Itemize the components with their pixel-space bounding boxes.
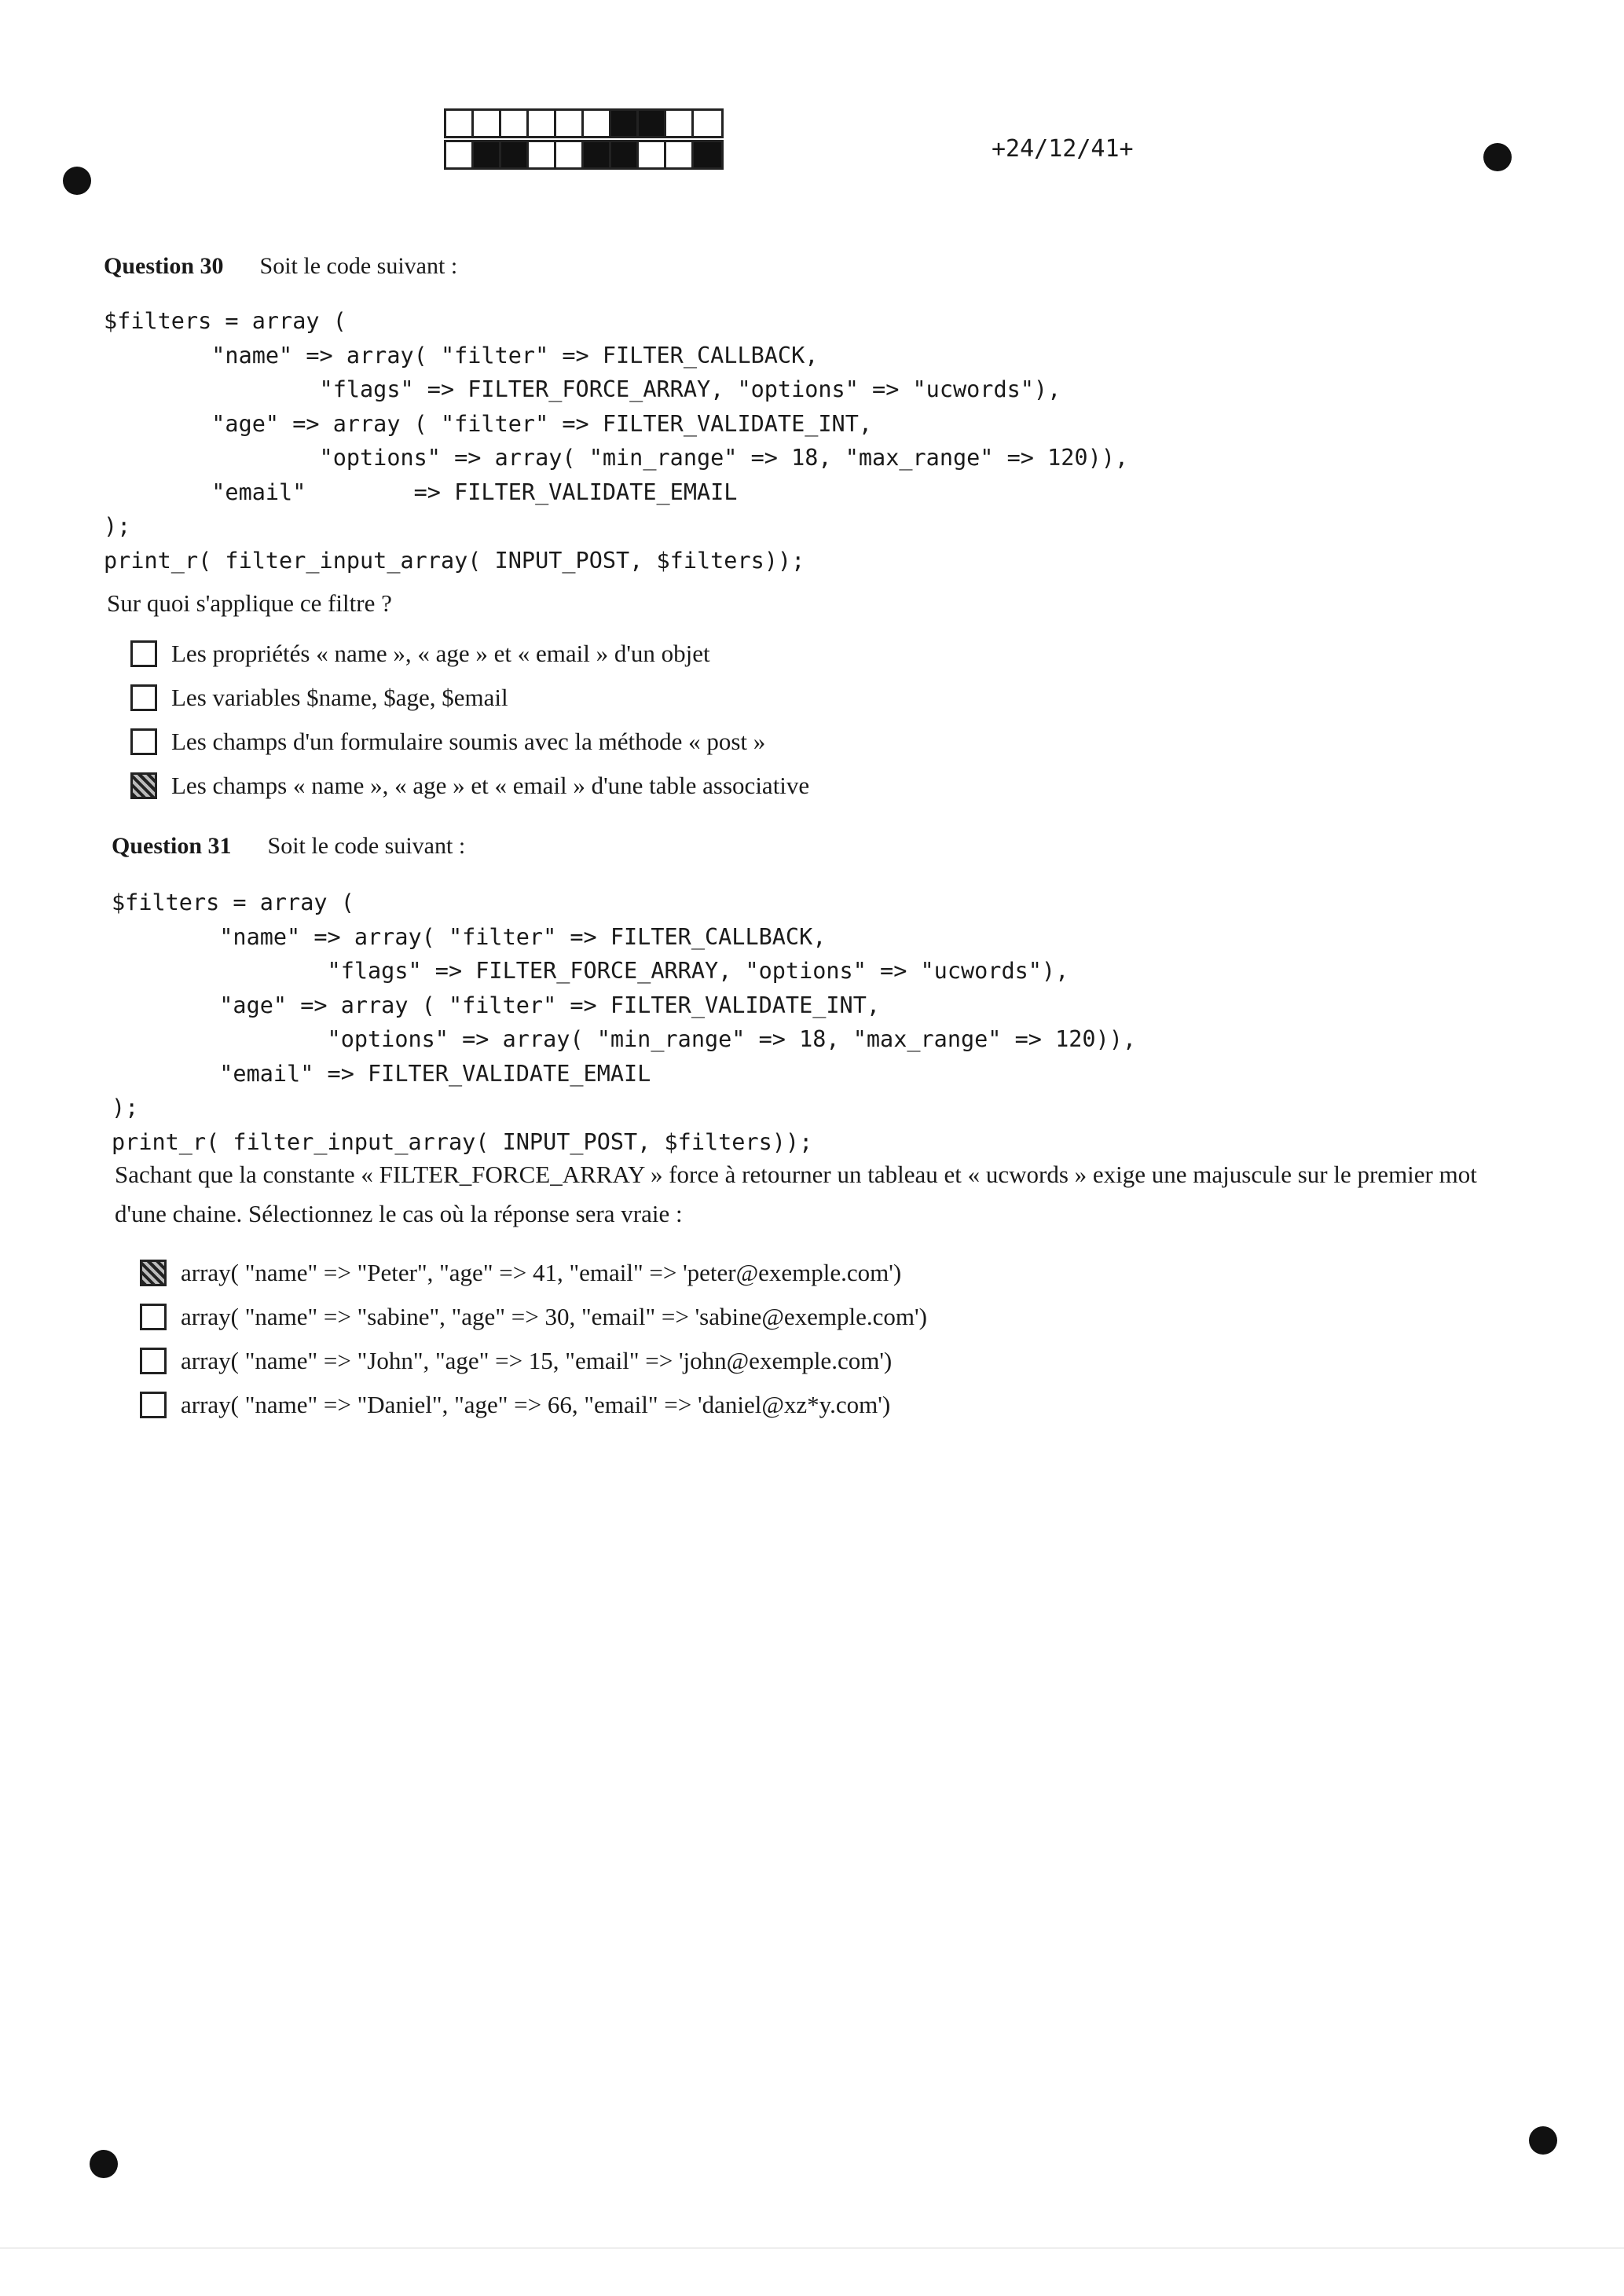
grid-cell <box>666 111 694 136</box>
answer-options <box>140 1251 927 1427</box>
answer-checkbox[interactable] <box>140 1392 167 1418</box>
question-prompt: Sachant que la constante « FILTER_FORCE_ARRAY » force à retourner un tableau et « ucwords » exige une majuscule sur le premier mot d'une chaine. Sélectionnez le cas où la réponse sera vraie : <box>115 1161 1477 1227</box>
answer-option[interactable] <box>130 764 809 808</box>
question-prompt: Sur quoi s'applique ce filtre ? <box>107 589 392 617</box>
grid-cell <box>694 111 721 136</box>
answer-label: Les champs « name », « age » et « email » d'une table associative <box>171 772 810 799</box>
page-bottom-edge <box>0 2247 1624 2249</box>
registration-mark-top-left <box>63 167 91 195</box>
id-grid-row-1 <box>444 108 724 138</box>
answer-option[interactable] <box>130 632 809 676</box>
answer-label: Les variables $name, $age, $email <box>171 684 508 711</box>
grid-cell <box>501 111 529 136</box>
grid-cell <box>446 111 474 136</box>
answer-option[interactable] <box>140 1295 927 1339</box>
question-30-header <box>104 253 457 280</box>
answer-checkbox[interactable] <box>130 684 157 711</box>
answer-option[interactable] <box>140 1251 927 1295</box>
grid-cell <box>474 111 501 136</box>
question-number: Question 30 <box>104 253 224 279</box>
registration-mark-top-right <box>1483 143 1512 171</box>
answer-checkbox[interactable] <box>130 640 157 667</box>
answer-label: Les propriétés « name », « age » et « email » d'un objet <box>171 640 710 667</box>
grid-cell <box>584 142 611 167</box>
grid-cell <box>529 142 556 167</box>
grid-cell <box>694 142 721 167</box>
grid-cell <box>639 142 666 167</box>
registration-mark-bottom-right <box>1529 2126 1557 2155</box>
code-block: $filters = array ( "name" => array( "filter" => FILTER_CALLBACK, "flags" => FILTER_FORCE_ARRAY, "options" => "ucwords"), "age" => array ( "filter" => FILTER_VALIDATE_INT, "options" => array( "min_range" => 18, "max_range" => 120)), "email" => FILTER_VALIDATE_EMAIL ); print_r( filter_input_array( INPUT_POST, $filters)); <box>104 308 1129 574</box>
grid-cell <box>529 111 556 136</box>
answer-label: array( "name" => "John", "age" => 15, "email" => 'john@exemple.com') <box>181 1347 893 1374</box>
question-intro: Soit le code suivant : <box>267 833 466 859</box>
registration-mark-bottom-left <box>90 2150 118 2178</box>
answer-checkbox[interactable] <box>140 1348 167 1374</box>
grid-cell <box>446 142 474 167</box>
answer-checkbox[interactable] <box>140 1304 167 1330</box>
answer-checkbox[interactable] <box>130 728 157 755</box>
answer-label: array( "name" => "Daniel", "age" => 66, "email" => 'daniel@xz*y.com') <box>181 1391 891 1418</box>
answer-checkbox[interactable] <box>140 1260 167 1286</box>
grid-cell <box>584 111 611 136</box>
answer-label: array( "name" => "Peter", "age" => 41, "email" => 'peter@exemple.com') <box>181 1259 902 1286</box>
question-intro: Soit le code suivant : <box>259 253 458 279</box>
grid-cell <box>666 142 694 167</box>
grid-cell <box>611 142 639 167</box>
answer-label: array( "name" => "sabine", "age" => 30, "email" => 'sabine@exemple.com') <box>181 1303 927 1330</box>
answer-option[interactable] <box>130 720 809 764</box>
answer-option[interactable] <box>140 1339 927 1383</box>
answer-checkbox[interactable] <box>130 772 157 799</box>
page-code: +24/12/41+ <box>992 135 1134 163</box>
grid-cell <box>611 111 639 136</box>
question-number: Question 31 <box>112 833 232 859</box>
code-block: $filters = array ( "name" => array( "filter" => FILTER_CALLBACK, "flags" => FILTER_FORCE_ARRAY, "options" => "ucwords"), "age" => array ( "filter" => FILTER_VALIDATE_INT, "options" => array( "min_range" => 18, "max_range" => 120)), "email" => FILTER_VALIDATE_EMAIL ); print_r( filter_input_array( INPUT_POST, $filters)); <box>112 889 1137 1155</box>
grid-cell <box>556 142 584 167</box>
question-31-header <box>112 833 465 860</box>
answer-options <box>130 632 809 808</box>
grid-cell <box>556 111 584 136</box>
answer-label: Les champs d'un formulaire soumis avec la méthode « post » <box>171 728 766 755</box>
id-grid-row-2 <box>444 140 724 170</box>
grid-cell <box>474 142 501 167</box>
answer-option[interactable] <box>130 676 809 720</box>
answer-option[interactable] <box>140 1383 927 1427</box>
grid-cell <box>501 142 529 167</box>
grid-cell <box>639 111 666 136</box>
